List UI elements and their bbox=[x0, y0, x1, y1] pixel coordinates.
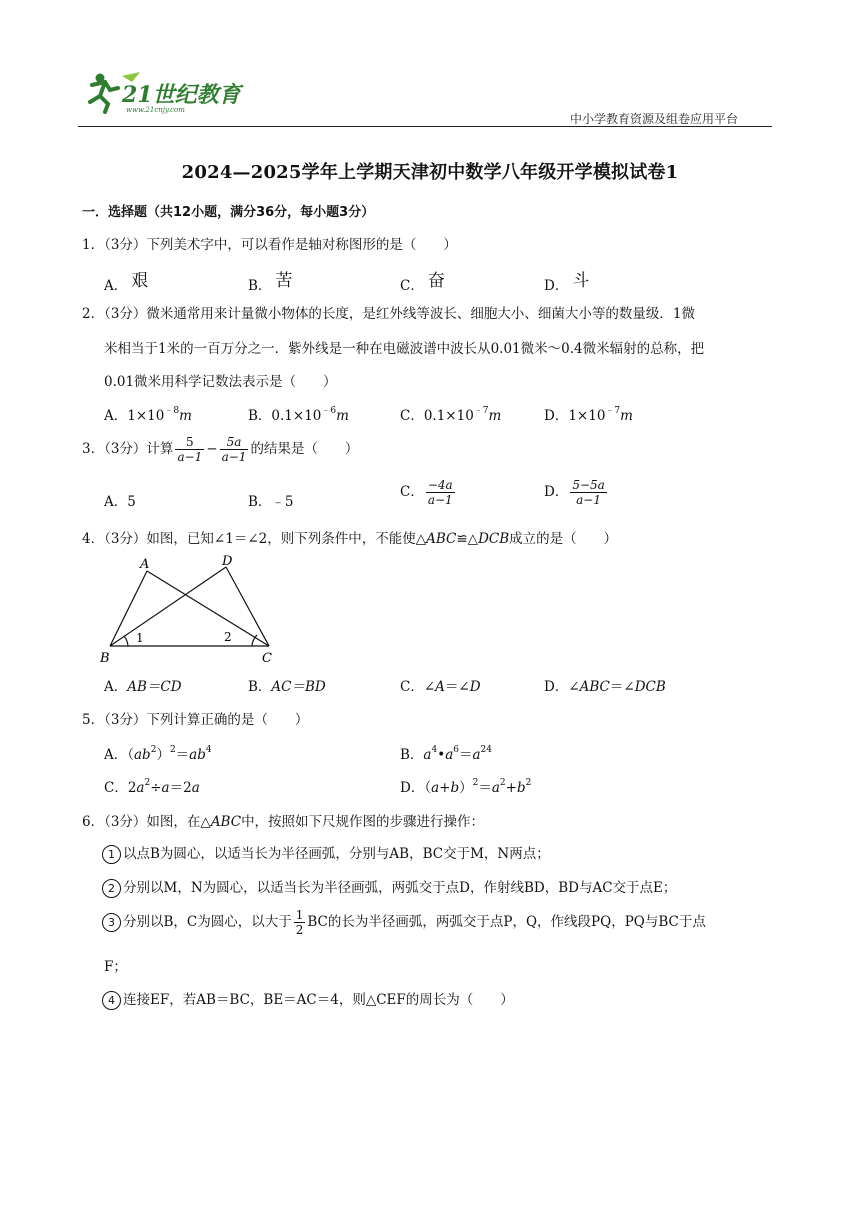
q2-option-c: C．$0.1\times 10^{﹣7}m$ bbox=[400, 405, 502, 424]
q6-step-3-continued: F； bbox=[104, 959, 127, 975]
q3-option-b: B．﹣5 bbox=[248, 494, 294, 510]
label-d: D bbox=[222, 554, 233, 569]
q5-option-c: C．$2a^2\div a=2a$ bbox=[104, 777, 200, 796]
header-divider bbox=[78, 126, 772, 127]
label-c: C bbox=[262, 651, 272, 666]
angle-2-label: 2 bbox=[224, 630, 232, 644]
platform-name: 中小学教育资源及组卷应用平台 bbox=[569, 112, 738, 126]
q4-option-c: C．∠A＝∠D bbox=[400, 679, 481, 695]
q2-option-d: D．$1\times 10^{﹣7}m$ bbox=[544, 405, 633, 424]
q2-option-b: B．$0.1\times 10^{﹣6}m$ bbox=[248, 405, 349, 424]
q5-option-b: B．$a^4•a^6=a^{24}$ bbox=[400, 744, 492, 763]
angle-1-label: 1 bbox=[136, 631, 144, 645]
q6-step-4: 4 连接EF，若AB＝BC，BE＝AC＝4，则△CEF的周长为（ ） bbox=[102, 988, 514, 1010]
label-b: B bbox=[100, 651, 110, 666]
21cnjy-logo bbox=[78, 68, 248, 118]
q6-step-2: 2 分别以M，N为圆心，以适当长为半径画弧，两弧交于点D，作射线BD，BD与AC交于点E； bbox=[102, 876, 676, 898]
q2-option-a: A．$1\times 10^{﹣8}m$ bbox=[104, 405, 192, 424]
q5-stem: 5．（3分）下列计算正确的是（ ） bbox=[82, 712, 309, 728]
section-heading: 一．选择题（共12小题，满分36分，每小题3分） bbox=[82, 205, 375, 220]
q1-stem: 1．（3分）下列美术字中，可以看作是轴对称图形的是（ ） bbox=[82, 237, 457, 253]
q3-option-d: D． $\frac{5-5a}{a-1}$ bbox=[544, 478, 605, 507]
svg-text:21世纪教育: 21世纪教育 bbox=[122, 82, 241, 108]
q3-fraction-1: $\frac{5}{a-1}$ bbox=[177, 435, 203, 464]
q1-option-c: C． 奋 bbox=[400, 271, 445, 294]
label-a: A bbox=[140, 557, 150, 572]
q4-option-a: A．AB＝CD bbox=[104, 679, 182, 695]
q3-option-a: A．5 bbox=[104, 494, 136, 510]
q6-step-1: 1 以点B为圆心，以适当长为半径画弧，分别与AB，BC交于M，N两点； bbox=[102, 842, 550, 864]
q4-option-d: D．∠ABC＝∠DCB bbox=[544, 679, 666, 695]
q5-option-d: D．$(a+b)^2=a^2+b^2$ bbox=[400, 777, 532, 796]
q6-stem: 6．（3分）如图，在△ABC中，按照如下尺规作图的步骤进行操作： bbox=[82, 814, 485, 830]
q6-step-3: 3 分别以B，C为圆心，以大于 $\frac{1}{2}$ BC的长为半径画弧，两弧交于点P，Q，作线段PQ，PQ与BC于点 bbox=[102, 908, 706, 937]
q1-option-d: D． 斗 bbox=[544, 271, 590, 294]
q3-stem: 3．（3分）计算 $\frac{5}{a-1}$ − $\frac{5a}{a-1}$ 的结果是（ ） bbox=[82, 435, 359, 464]
q1-option-a: A． 艰 bbox=[104, 271, 149, 294]
q4-triangle-figure bbox=[96, 552, 286, 668]
exam-title: 2024—2025学年上学期天津初中数学八年级开学模拟试卷1 bbox=[181, 162, 679, 183]
q1-option-b: B． 苦 bbox=[248, 271, 293, 294]
q2-line-1: 2．（3分）微米通常用来计量微小物体的长度，是红外线等波长、细胞大小、细菌大小等的数量级．1微 bbox=[82, 306, 696, 322]
page-header bbox=[78, 68, 772, 130]
q2-line-2: 米相当于1米的一百万分之一．紫外线是一种在电磁波谱中波长从0.01微米～0.4微米辐射的总称，把 bbox=[104, 341, 705, 357]
q3-fraction-2: $\frac{5a}{a-1}$ bbox=[221, 435, 247, 464]
q2-line-3: 0.01微米用科学记数法表示是（ ） bbox=[104, 374, 337, 390]
svg-text:www.21cnjy.com: www.21cnjy.com bbox=[126, 106, 185, 114]
q4-option-b: B．AC＝BD bbox=[248, 679, 326, 695]
q4-stem: 4．（3分）如图，已知∠1＝∠2，则下列条件中，不能使△ABC≌△DCB成立的是（ ） bbox=[82, 531, 618, 547]
q3-option-c: C． $\frac{-4a}{a-1}$ bbox=[400, 478, 453, 507]
q5-option-a: A．$(ab^2)^2=ab^4$ bbox=[104, 744, 212, 763]
